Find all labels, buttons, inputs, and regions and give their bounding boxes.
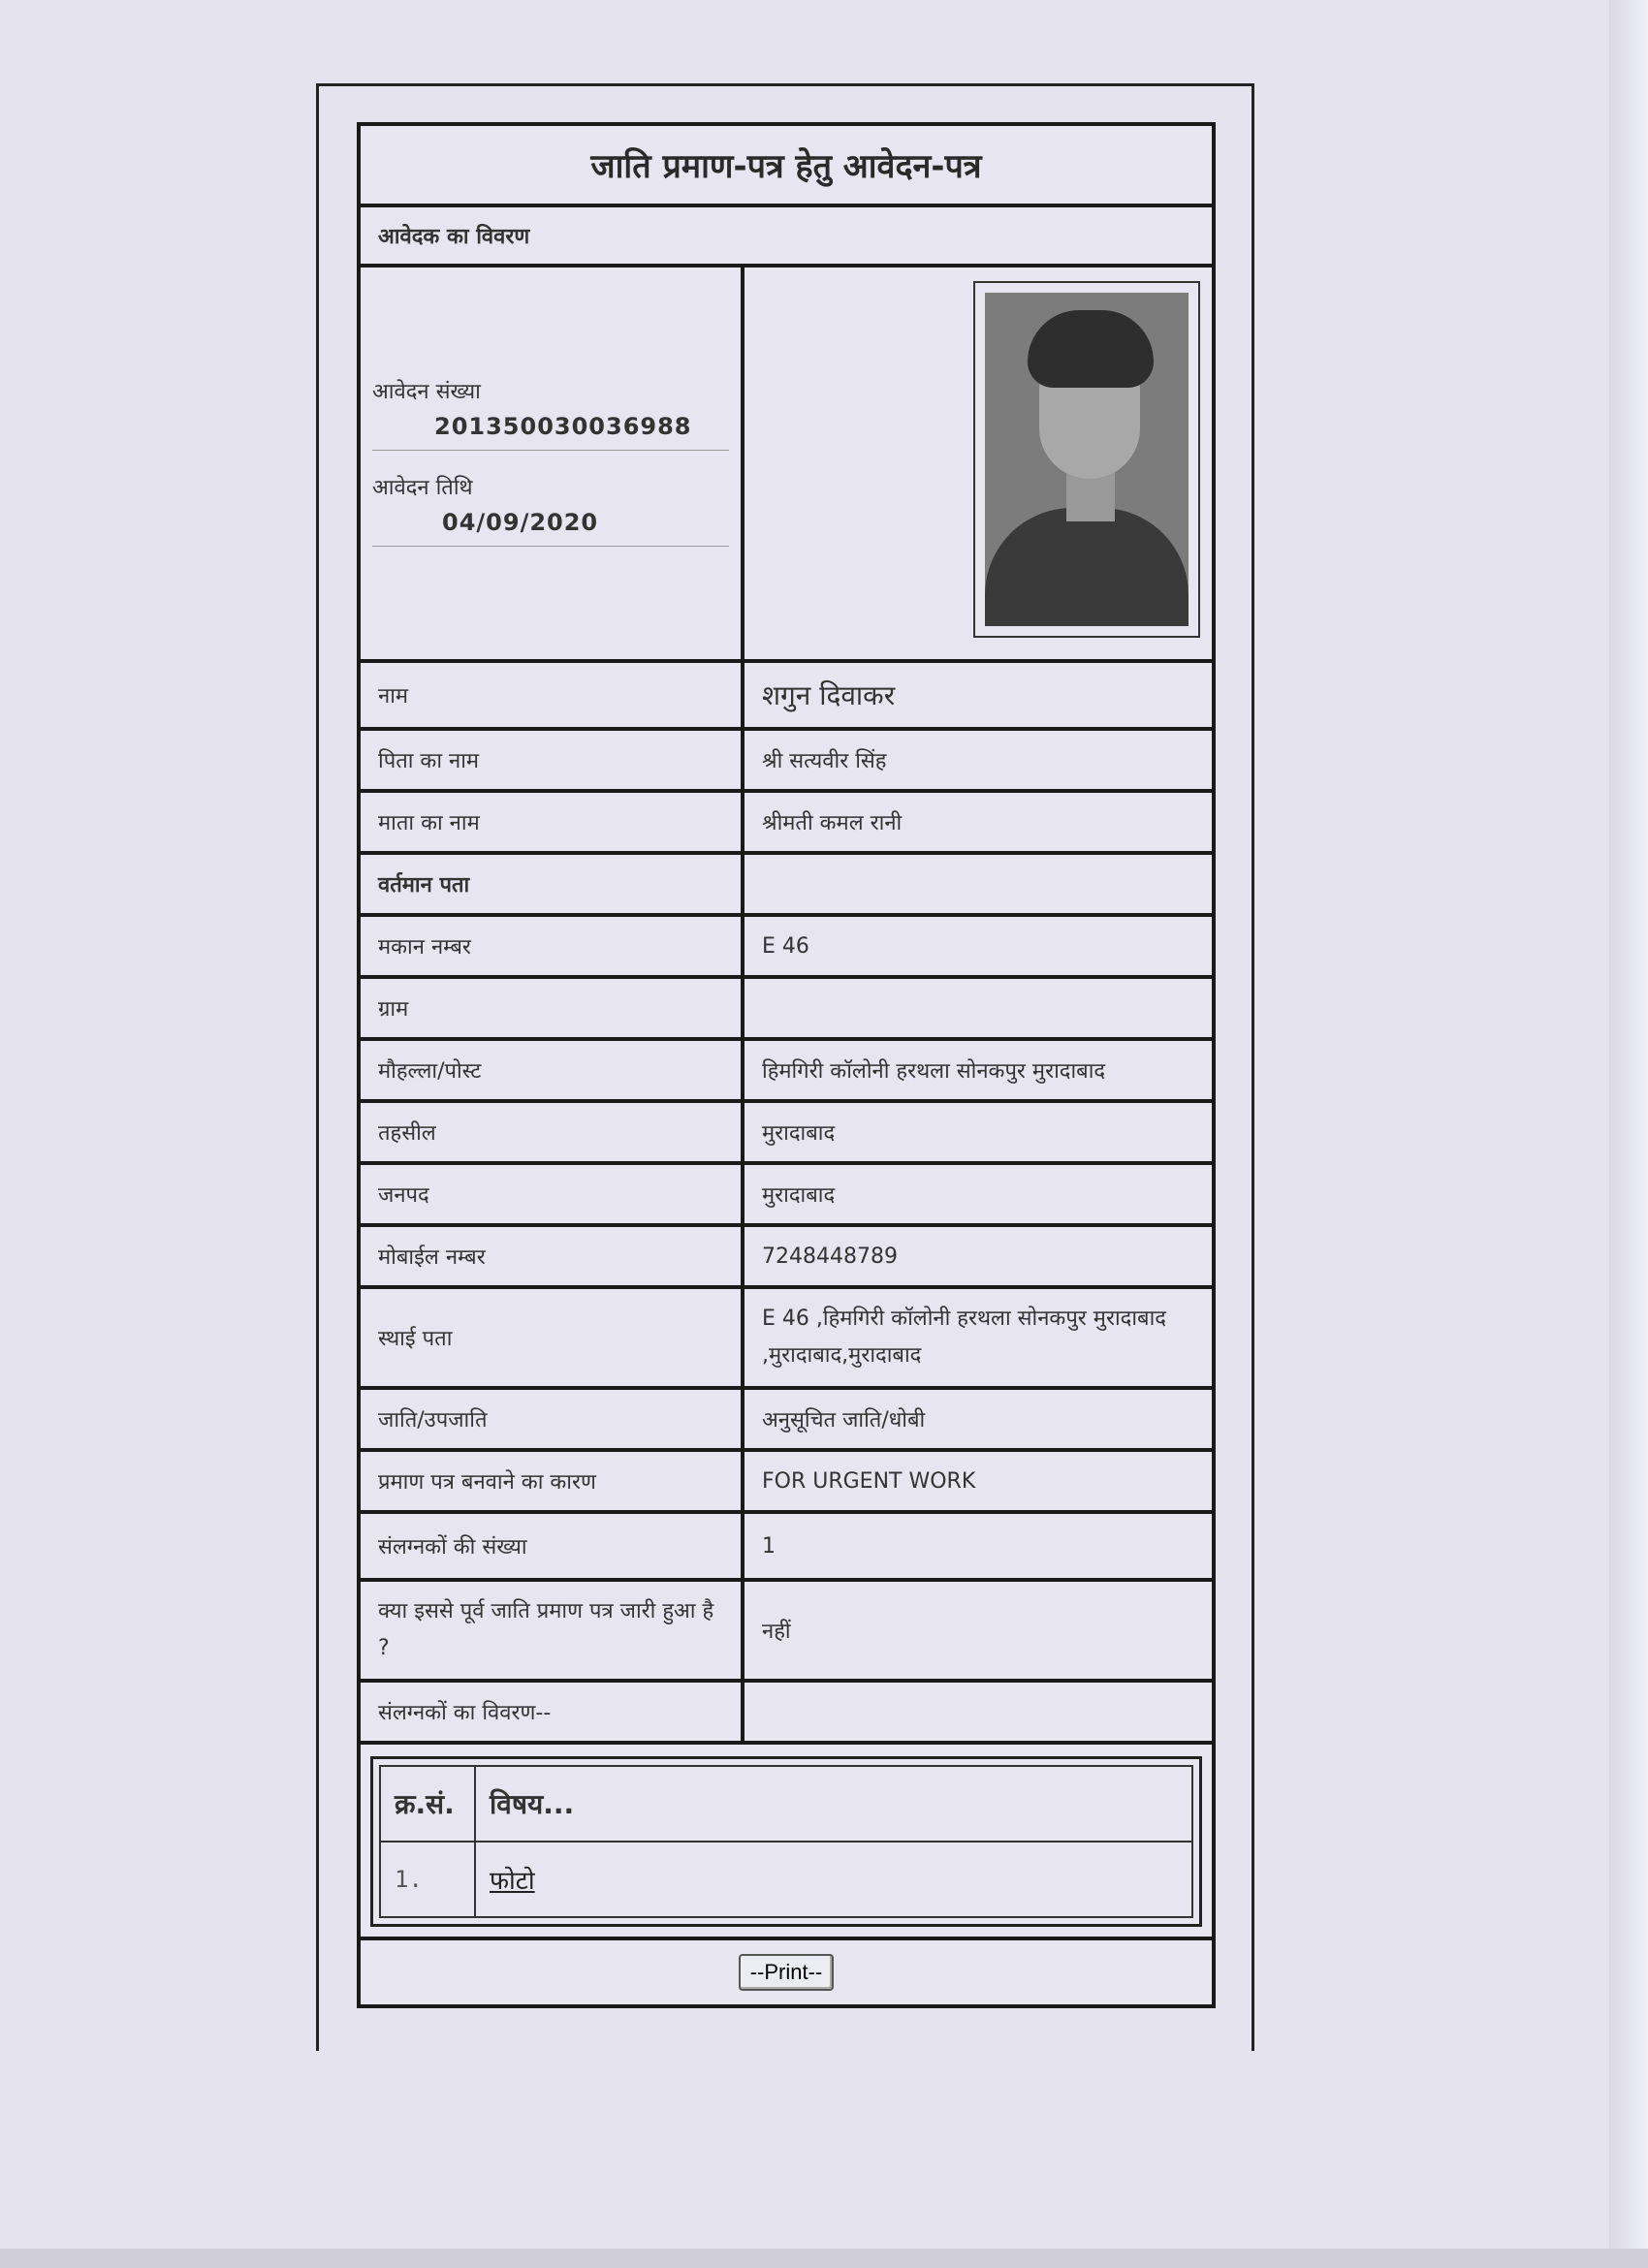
row-label: स्थाई पता <box>361 1289 745 1386</box>
application-date-label: आवेदन तिथि <box>372 476 473 500</box>
row-label: क्या इससे पूर्व जाति प्रमाण पत्र जारी हुआ है ? <box>361 1582 745 1679</box>
row-label: संलग्नकों का विवरण-- <box>361 1683 745 1741</box>
form-title: जाति प्रमाण-पत्र हेतु आवेदन-पत्र <box>361 126 1212 207</box>
row-caste <box>361 1390 1212 1452</box>
application-date: 04/09/2020 <box>372 501 729 547</box>
application-number-label: आवेदन संख्या <box>372 380 481 404</box>
row-tehsil <box>361 1103 1212 1165</box>
header-subject: विषय... <box>490 1788 575 1820</box>
row-value: मुरादाबाद <box>762 1121 836 1146</box>
row-value <box>745 979 1212 1037</box>
section-heading: आवेदक का विवरण <box>361 207 1212 268</box>
attachment-cell <box>476 1843 1191 1916</box>
header-serial-number: क्र.सं. <box>381 1767 476 1841</box>
row-previous-certificate <box>361 1582 1212 1683</box>
row-value: 1 <box>762 1533 776 1559</box>
row-value: FOR URGENT WORK <box>762 1468 976 1494</box>
row-value: हिमगिरी कॉलोनी हरथला सोनकपुर मुरादाबाद <box>762 1059 1106 1084</box>
applicant-photo <box>985 293 1188 626</box>
row-label: माता का नाम <box>361 793 745 851</box>
row-label: नाम <box>361 663 745 727</box>
scan-bottom-edge <box>0 2249 1648 2268</box>
row-value: श्री सत्यवीर सिंह <box>762 749 887 773</box>
row-value: श्रीमती कमल रानी <box>762 811 903 835</box>
row-value: E 46 <box>762 933 809 959</box>
row-value <box>745 1683 1212 1741</box>
table-row <box>381 1841 1191 1916</box>
row-mobile <box>361 1227 1212 1289</box>
row-label: मकान नम्बर <box>361 917 745 975</box>
row-house-number <box>361 917 1212 979</box>
attachment-link-photo[interactable]: फोटो <box>490 1867 535 1896</box>
row-reason <box>361 1452 1212 1514</box>
row-father-name <box>361 731 1212 793</box>
row-label: संलग्नकों की संख्या <box>361 1514 745 1578</box>
row-label: मोबाईल नम्बर <box>361 1227 745 1285</box>
row-value: मुरादाबाद <box>762 1183 836 1208</box>
row-current-address <box>361 855 1212 917</box>
application-number: 201350030036988 <box>372 405 729 451</box>
row-permanent-address <box>361 1289 1212 1390</box>
row-value: 7248448789 <box>762 1244 898 1269</box>
row-attachment-details <box>361 1683 1212 1745</box>
row-mother-name <box>361 793 1212 855</box>
attachments-table <box>370 1756 1202 1927</box>
row-value: नहीं <box>762 1620 791 1644</box>
application-meta <box>361 268 745 659</box>
row-label: ग्राम <box>361 979 745 1037</box>
row-village <box>361 979 1212 1041</box>
row-label: जनपद <box>361 1165 745 1223</box>
photo-cell <box>745 268 1212 659</box>
print-button[interactable]: --Print-- <box>739 1954 835 1991</box>
attachments-section <box>361 1745 1212 1940</box>
applicant-photo-frame <box>973 281 1200 638</box>
row-attachment-count <box>361 1514 1212 1582</box>
application-form <box>357 122 1216 2008</box>
attachment-serial: 1. <box>381 1843 476 1916</box>
attachments-header-row <box>381 1767 1191 1841</box>
row-value: शगुन दिवाकर <box>762 679 896 711</box>
row-label: तहसील <box>361 1103 745 1161</box>
print-row <box>361 1940 1212 2004</box>
paper-edge <box>1609 0 1648 2268</box>
row-value <box>745 855 1212 913</box>
row-district <box>361 1165 1212 1227</box>
row-name <box>361 663 1212 731</box>
row-locality <box>361 1041 1212 1103</box>
application-info-block <box>361 268 1212 663</box>
row-label: जाति/उपजाति <box>361 1390 745 1448</box>
row-label: वर्तमान पता <box>361 855 745 913</box>
row-value: E 46 ,हिमगिरी कॉलोनी हरथला सोनकपुर मुरादाबाद ,मुरादाबाद,मुरादाबाद <box>762 1307 1166 1368</box>
row-label: प्रमाण पत्र बनवाने का कारण <box>361 1452 745 1510</box>
row-label: मौहल्ला/पोस्ट <box>361 1041 745 1099</box>
row-label: पिता का नाम <box>361 731 745 789</box>
row-value: अनुसूचित जाति/धोबी <box>762 1408 926 1433</box>
